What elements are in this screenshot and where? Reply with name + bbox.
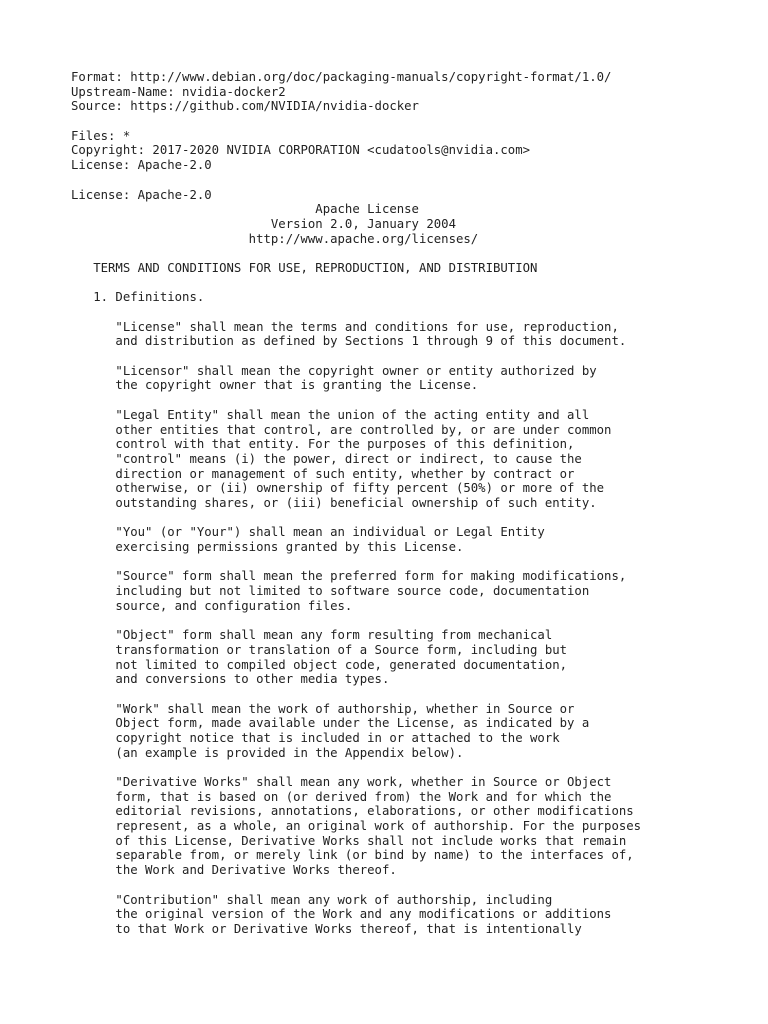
- copyright-license-text: Format: http://www.debian.org/doc/packaging-manuals/copyright-format/1.0/ Upstream-Name: nvidia-docker2 Source: https://github.com/NVIDIA/nvidia-docker Files: * Copyright: 2017-2020 NVIDIA CORPORATION <cudatools@nvidia.com> License: Apache-2.0 License: Apache-2.0 Apache License Version 2.0, January 2004 http://www.apache.org/licenses/ TERMS AND CONDITIONS FOR USE, REPRODUCTION, AND DISTRIBUTION 1. Definitions. "License" shall mean the terms and conditions for use, reproduction, and distribution as defined by Sections 1 through 9 of this document. "Licensor" shall mean the copyright owner or entity authorized by the copyright owner that is granting the License. "Legal Entity" shall mean the union of the acting entity and all other entities that control, are controlled by, or are under common control with that entity. For the purposes of this definition, "control" means (i) the power, direct or indirect, to cause the direction or management of such entity, whether by contract or otherwise, or (ii) ownership of fifty percent (50%) or more of the outstanding shares, or (iii) beneficial ownership of such entity. "You" (or "Your") shall mean an individual or Legal Entity exercising permissions granted by this License. "Source" form shall mean the preferred form for making modifications, including but not limited to software source code, documentation source, and configuration files. "Object" form shall mean any form resulting from mechanical transformation or translation of a Source form, including but not limited to compiled object code, generated documentation, and conversions to other media types. "Work" shall mean the work of authorship, whether in Source or Object form, made available under the License, as indicated by a copyright notice that is included in or attached to the work (an example is provided in the Appendix below). "Derivative Works" shall mean any work, whether in Source or Object form, that is based on (or derived from) the Work and for which the editorial revisions, annotations, elaborations, or other modifications represent, as a whole, an original work of authorship. For the purposes of this License, Derivative Works shall not include works that remain separable from, or merely link (or bind by name) to the interfaces of, the Work and Derivative Works thereof. "Contribution" shall mean any work of authorship, including the original version of the Work and any modifications or additions to that Work or Derivative Works thereof, that is intentionally: [71, 70, 642, 936]
